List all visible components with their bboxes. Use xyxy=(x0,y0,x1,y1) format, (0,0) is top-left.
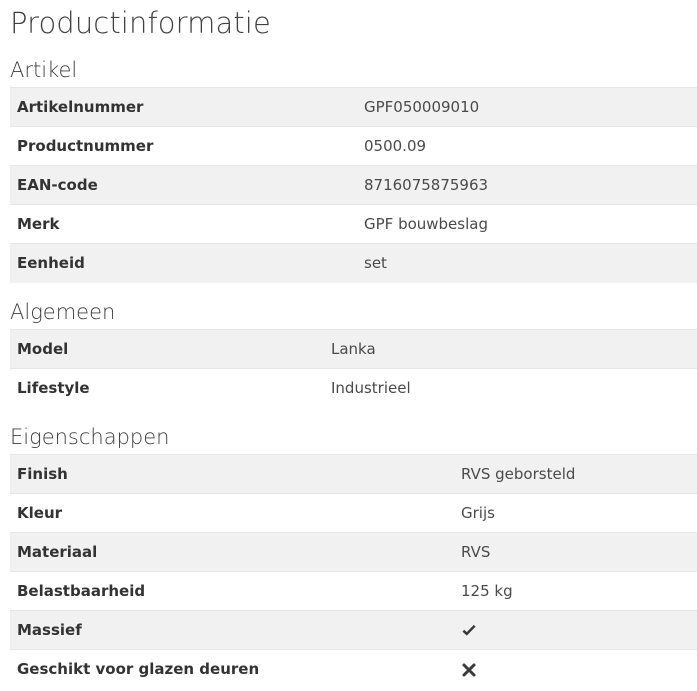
section-title-algemeen: Algemeen xyxy=(10,300,116,324)
spec-label: Artikelnummer xyxy=(17,98,144,116)
table-row xyxy=(10,369,697,408)
spec-label: Finish xyxy=(17,465,68,483)
spec-label: Geschikt voor glazen deuren xyxy=(17,660,260,679)
table-row xyxy=(10,650,697,689)
table-row xyxy=(10,455,697,494)
spec-value: RVS xyxy=(461,543,491,561)
spec-value: GPF050009010 xyxy=(364,98,480,116)
spec-label: Eenheid xyxy=(17,254,85,273)
spec-value: 8716075875963 xyxy=(364,176,489,194)
spec-label: Merk xyxy=(17,215,60,233)
spec-label: Belastbaarheid xyxy=(17,582,146,600)
spec-value-icon xyxy=(461,650,697,689)
table-row xyxy=(10,533,697,572)
spec-value-icon xyxy=(461,611,697,650)
spec-label: EAN-code xyxy=(17,176,98,194)
spec-value: Lanka xyxy=(331,340,376,358)
eigenschappen-table xyxy=(10,454,697,689)
cross-icon xyxy=(461,662,477,678)
spec-label: Lifestyle xyxy=(17,379,90,398)
spec-value: Grijs xyxy=(461,504,495,522)
spec-label: Materiaal xyxy=(17,543,98,561)
spec-label: Kleur xyxy=(17,504,63,522)
spec-value: set xyxy=(364,254,387,273)
check-icon xyxy=(461,623,477,639)
spec-label: Massief xyxy=(17,621,82,639)
table-row xyxy=(10,205,697,244)
spec-value: 125 kg xyxy=(461,582,513,600)
table-row xyxy=(10,494,697,533)
spec-value: RVS geborsteld xyxy=(461,465,576,483)
page-title: Productinformatie xyxy=(10,6,271,40)
algemeen-table xyxy=(10,329,697,408)
table-row xyxy=(10,127,697,166)
spec-value: GPF bouwbeslag xyxy=(364,215,488,233)
spec-label: Productnummer xyxy=(17,137,154,155)
spec-label: Model xyxy=(17,340,69,358)
spec-value: Industrieel xyxy=(331,379,411,398)
table-row xyxy=(10,244,697,283)
table-row xyxy=(10,88,697,127)
section-title-eigenschappen: Eigenschappen xyxy=(10,425,170,449)
spec-value: 0500.09 xyxy=(364,137,427,155)
table-row xyxy=(10,572,697,611)
table-row xyxy=(10,611,697,650)
section-title-artikel: Artikel xyxy=(10,58,78,82)
artikel-table xyxy=(10,87,697,283)
table-row xyxy=(10,166,697,205)
table-row xyxy=(10,330,697,369)
